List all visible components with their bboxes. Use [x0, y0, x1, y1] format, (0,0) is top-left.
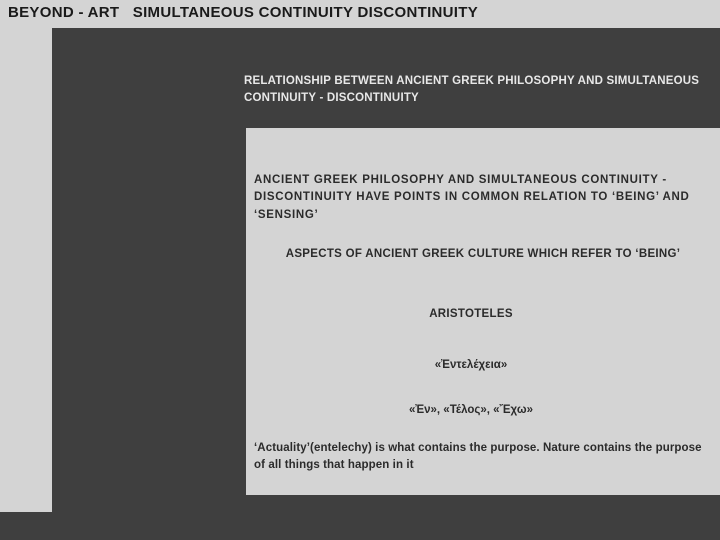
content-panel [246, 128, 720, 495]
left-margin-strip [0, 28, 52, 512]
panel-subheading: ASPECTS OF ANCIENT GREEK CULTURE WHICH REFER TO ‘BEING’ [285, 248, 681, 260]
greek-roots: «Ἐν», «Τέλος», «Ἔχω» [408, 404, 534, 416]
page-title: BEYOND - ART SIMULTANEOUS CONTINUITY DISCONTINUITY [8, 4, 479, 21]
greek-term: «Ἐντελέχεια» [434, 359, 508, 371]
header-bar [0, 0, 720, 28]
panel-heading: ANCIENT GREEK PHILOSOPHY AND SIMULTANEOUS CONTINUITY - DISCONTINUITY HAVE POINTS IN COMMON RELATION TO ‘BEING’ AND ‘SENSING’ [254, 174, 690, 221]
philosopher-name: ARISTOTELES [429, 308, 513, 320]
intro-paragraph: RELATIONSHIP BETWEEN ANCIENT GREEK PHILOSOPHY AND SIMULTANEOUS CONTINUITY - DISCONTINUITY [244, 75, 700, 104]
panel-footnote: ‘Actuality’(entelechy) is what contains the purpose. Nature contains the purpose of all things that happen in it [254, 442, 702, 471]
